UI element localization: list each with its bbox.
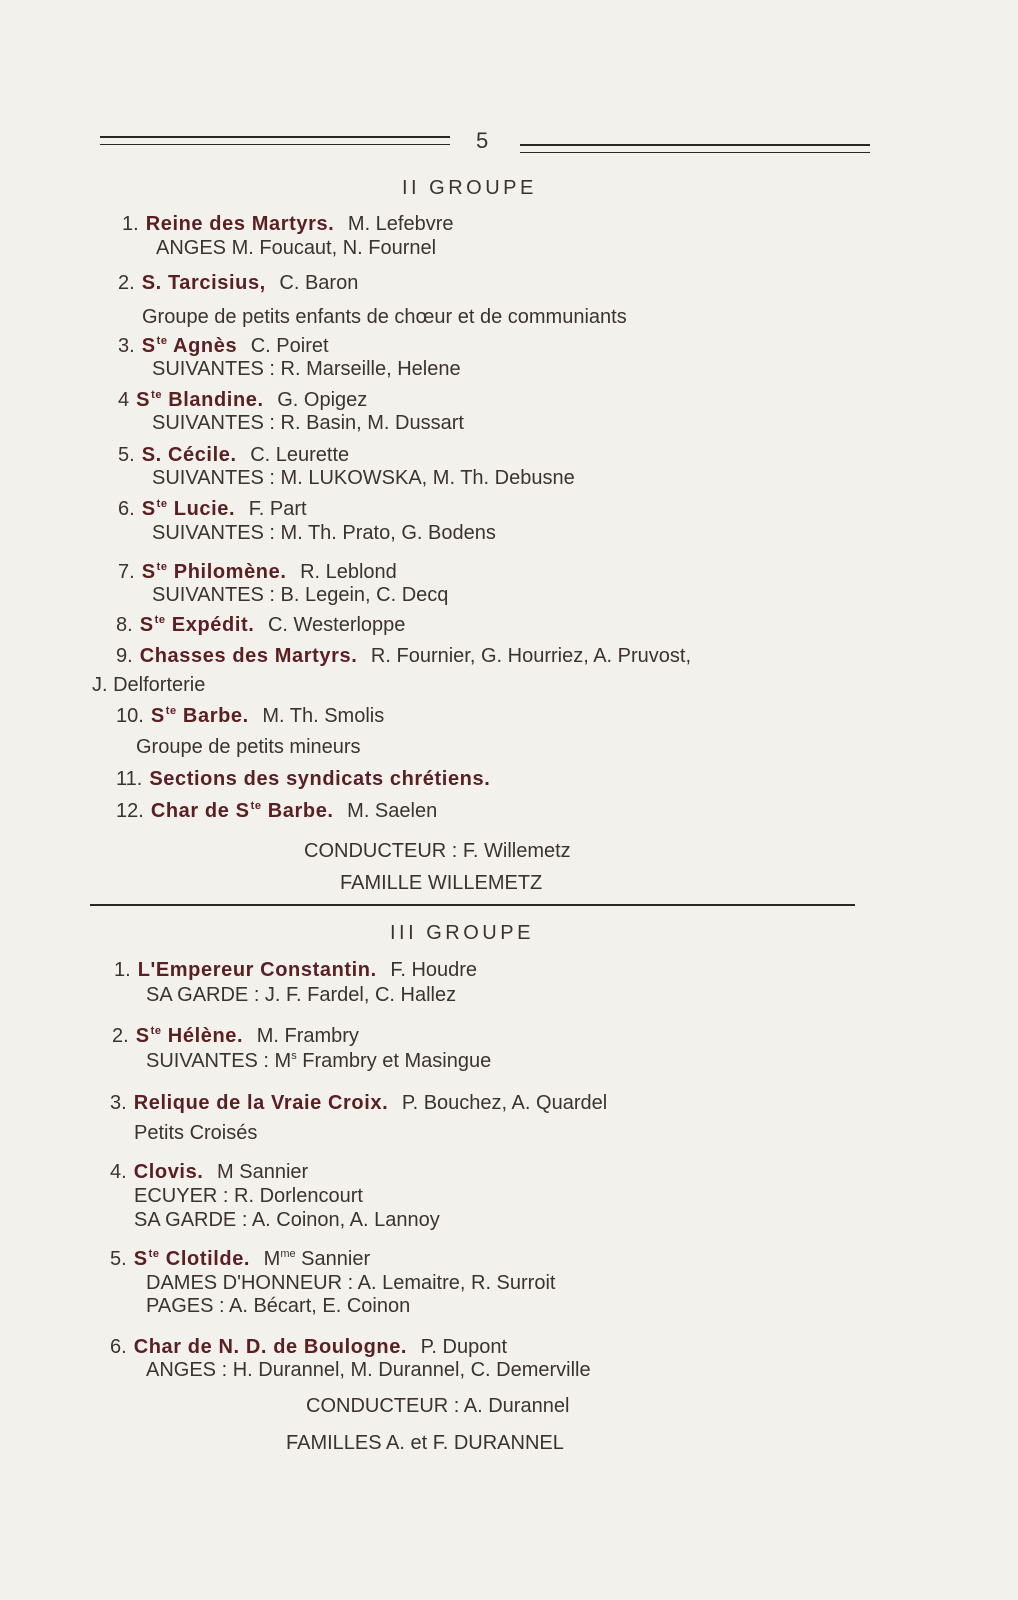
list-item: 11. Sections des syndicats chrétiens. [116, 768, 491, 790]
list-item-detail: Petits Croisés [134, 1122, 258, 1144]
list-item-detail: SUIVANTES : R. Basin, M. Dussart [152, 412, 464, 434]
list-item-detail: J. Delforterie [92, 674, 206, 696]
list-item: 5. S. Cécile. C. Leurette [118, 444, 350, 466]
list-item: 4 $S^{te}$ Blandine. G. Opigez [118, 389, 368, 411]
list-item-detail: ANGES : H. Durannel, M. Durannel, C. Demerville [146, 1359, 591, 1381]
list-item: 9. Chasses des Martyrs. R. Fournier, G. Hourriez, A. Pruvost, [116, 645, 692, 667]
list-item: 7. $S^{te}$ Philomène. R. Leblond [118, 561, 397, 583]
list-item: 3. $S^{te}$ Agnès C. Poiret [118, 335, 329, 357]
list-item: 6. $S^{te}$ Lucie. F. Part [118, 498, 307, 520]
list-item: 1. Reine des Martyrs. M. Lefebvre [122, 213, 454, 235]
list-item: 5. $S^{te}$ Clotilde. $M^{me}$ Sannier [110, 1248, 371, 1270]
list-item: 10. $S^{te}$ Barbe. M. Th. Smolis [116, 705, 385, 727]
list-item-detail: PAGES : A. Bécart, E. Coinon [146, 1295, 411, 1317]
group-title: III GROUPE [390, 922, 534, 944]
list-item: 8. $S^{te}$ Expédit. C. Westerloppe [116, 614, 406, 636]
conducteur: CONDUCTEUR : A. Durannel [306, 1395, 570, 1417]
section-divider [90, 904, 855, 906]
familles: FAMILLES A. et F. DURANNEL [286, 1432, 564, 1454]
list-item-detail: SUIVANTES : M. Th. Prato, G. Bodens [152, 522, 496, 544]
group-title: II GROUPE [402, 177, 537, 199]
list-item-detail: ANGES M. Foucaut, N. Fournel [156, 237, 437, 259]
list-item-detail: ECUYER : R. Dorlencourt [134, 1185, 363, 1207]
list-item-detail: SUIVANTES : R. Marseille, Helene [152, 358, 461, 380]
page-number: 5 [476, 128, 489, 153]
list-item-detail: DAMES D'HONNEUR : A. Lemaitre, R. Surroit [146, 1272, 556, 1294]
list-item-detail: SA GARDE : A. Coinon, A. Lannoy [134, 1209, 440, 1231]
list-item-detail: Groupe de petits mineurs [136, 736, 361, 758]
list-item: 2. S. Tarcisius, C. Baron [118, 272, 359, 294]
list-item: 12. Char de $S^{te}$ Barbe. M. Saelen [116, 800, 438, 822]
list-item-detail: SUIVANTES : M. LUKOWSKA, M. Th. Debusne [152, 467, 575, 489]
list-item: 4. Clovis. M Sannier [110, 1161, 309, 1183]
header-rule-right [520, 144, 870, 153]
header-rule-left [100, 136, 450, 145]
conducteur: CONDUCTEUR : F. Willemetz [304, 840, 571, 862]
famille: FAMILLE WILLEMETZ [340, 872, 543, 894]
list-item-detail: SA GARDE : J. F. Fardel, C. Hallez [146, 984, 457, 1006]
list-item: 2. $S^{te}$ Hélène. M. Frambry [112, 1025, 359, 1047]
list-item: 1. L'Empereur Constantin. F. Houdre [114, 959, 478, 981]
list-item-detail: SUIVANTES : $M^s$ Frambry et Masingue [146, 1050, 492, 1072]
list-item-detail: Groupe de petits enfants de chœur et de communiants [142, 306, 627, 328]
list-item: 6. Char de N. D. de Boulogne. P. Dupont [110, 1336, 508, 1358]
list-item: 3. Relique de la Vraie Croix. P. Bouchez, A. Quardel [110, 1092, 608, 1114]
list-item-detail: SUIVANTES : B. Legein, C. Decq [152, 584, 449, 606]
